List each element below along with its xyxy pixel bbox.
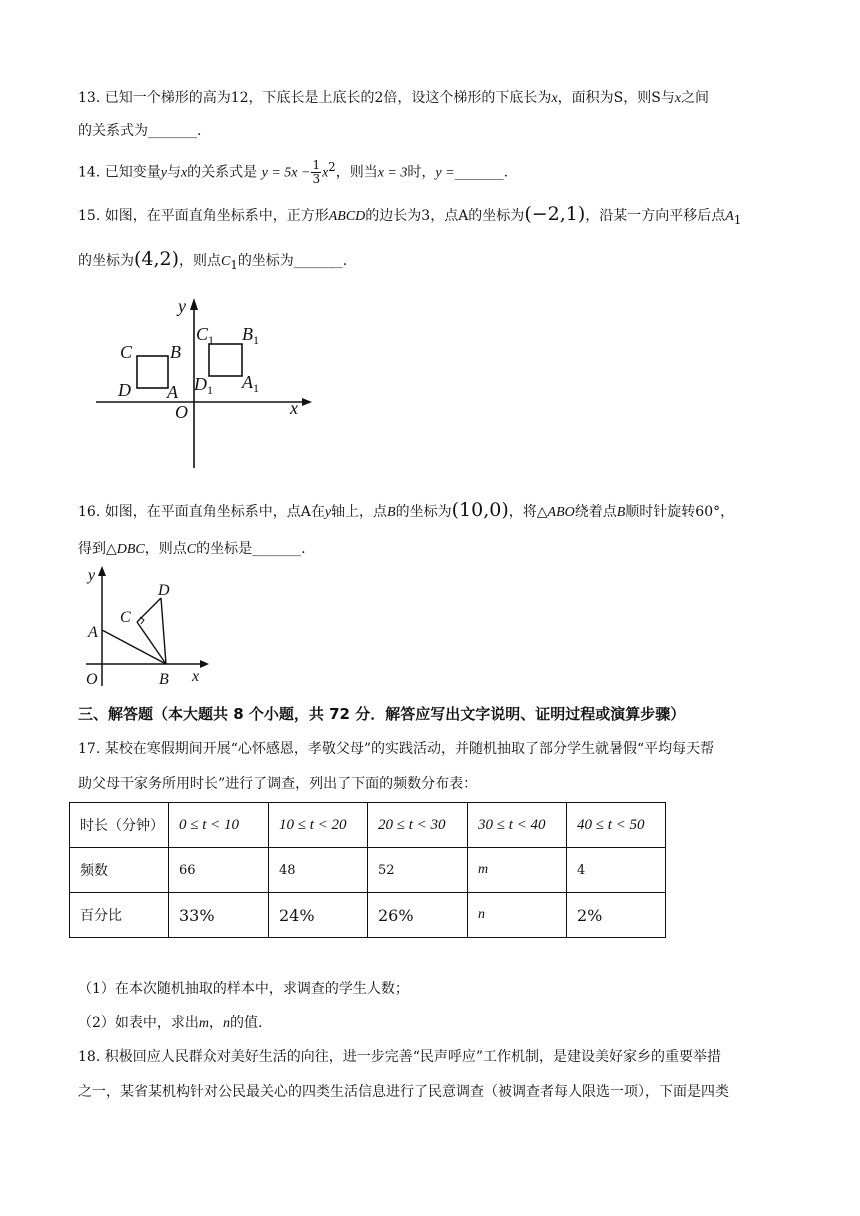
q14-text-d: ，则当 (335, 164, 378, 181)
table-cell: 2% (567, 893, 666, 938)
q14-text-e: 时， (407, 164, 436, 181)
table-cell: 4 (567, 848, 666, 893)
q16-text-e: 绕着点 (574, 504, 617, 520)
q15-line1 (78, 204, 741, 230)
q15-text-b: 的边长为3，点A的坐标为 (365, 208, 525, 224)
q17-sub2-text-a: （2）如表中，求出 (78, 1015, 199, 1031)
q15-a1: A (725, 209, 734, 224)
q15-text-c: ，沿某一方向平移后点 (585, 208, 726, 224)
q15-square-name: ABCD (328, 209, 366, 224)
q16-line2 (78, 539, 306, 560)
q14-blank: _______. (454, 164, 509, 181)
table-row (70, 848, 666, 893)
q14-exponent: 2 (328, 160, 336, 174)
table-cell: 33% (169, 893, 269, 938)
table-row-label: 频数 (70, 848, 169, 893)
segment-bc (137, 622, 166, 664)
q15-text-d: 的坐标为 (78, 253, 134, 269)
q17-sub2 (78, 1013, 263, 1034)
q17-sub2-text-c: 的值. (230, 1015, 263, 1031)
table-header-cell: 20 ≤ t < 30 (368, 803, 468, 848)
table-cell: 48 (269, 848, 368, 893)
label-x: x (192, 668, 200, 685)
table-row (70, 893, 666, 938)
q16-text-f: 顺时针旋转 (625, 504, 696, 520)
q15-a1-sub: 1 (733, 212, 742, 227)
q14-frac-num: 1 (312, 158, 321, 173)
square-a1b1c1d1 (209, 344, 242, 376)
q13-text-a: 13. 已知一个梯形的高为12，下底长是上底长的2倍，设这个梯形的下底长为 (78, 90, 552, 106)
q15-line2 (78, 249, 347, 275)
label-c: C (120, 609, 131, 626)
label-b: B (170, 342, 181, 362)
q14-text-b: 与 (166, 164, 181, 181)
q15-text-f: 的坐标为_______. (237, 253, 348, 269)
q16-text-h: 得到 (78, 541, 106, 557)
q17-sub1: （1）在本次随机抽取的样本中，求调查的学生人数； (78, 981, 409, 997)
table-header-cell: 40 ≤ t < 50 (567, 803, 666, 848)
x-axis-arrow-icon (302, 398, 312, 406)
q16-text-a: 16. 如图，在平面直角坐标系中，点A在 (78, 504, 325, 520)
q16-text-i: ，则点 (144, 541, 187, 557)
q18-line2: 之一，某省某机构针对公民最关心的四类生活信息进行了民意调查（被调查者每人限选一项），下面是四类 (78, 1084, 729, 1100)
q15-c1-sub: 1 (230, 257, 238, 272)
q16-point-b-coord: (10,0) (451, 499, 509, 521)
label-b: B (159, 671, 169, 688)
square-abcd (137, 356, 168, 388)
right-angle-mark (140, 617, 144, 624)
q14-fraction (311, 159, 321, 186)
q16-text-j: 的坐标是_______. (196, 541, 306, 557)
label-a1: $A_1$ (242, 372, 259, 395)
table-header-cell: 时长（分钟） (70, 803, 169, 848)
q16-point-b2: B (616, 505, 626, 520)
table-header-cell: 0 ≤ t < 10 (169, 803, 269, 848)
table-cell: m (468, 848, 567, 893)
y-axis-arrow-icon (190, 298, 198, 310)
q14-equation-tail: x (322, 165, 329, 181)
x-axis-arrow-icon (200, 660, 209, 668)
table-header-row (70, 803, 666, 848)
table-cell: 24% (269, 893, 368, 938)
q14-frac-den: 3 (312, 172, 321, 187)
table-header-cell: 10 ≤ t < 20 (269, 803, 368, 848)
q13-line1 (78, 88, 709, 109)
segment-bd (161, 598, 166, 664)
q15-text-a: 15. 如图，在平面直角坐标系中，正方形 (78, 208, 329, 224)
segment-ab (102, 630, 166, 664)
q16-text-d: ，将 (508, 504, 537, 520)
label-o: O (175, 402, 188, 422)
q16-text-b: 轴上，点 (331, 504, 388, 520)
label-x: x (290, 398, 298, 418)
label-d: D (118, 380, 131, 400)
q13-text-b: ，面积为S，则S与 (557, 90, 675, 106)
q13-line2: 的关系式为_______. (78, 123, 202, 139)
q14-y-equals: y = (435, 165, 455, 181)
q14-var-x: x (180, 165, 188, 181)
label-y: y (178, 296, 186, 316)
q17-line2: 助父母干家务所用时长”进行了调查，列出了下面的频数分布表： (78, 776, 478, 792)
table-cell: 66 (169, 848, 269, 893)
q16-point-c: C (186, 542, 197, 557)
q16-var-y: y (324, 505, 332, 520)
q16-text-g: ， (720, 504, 735, 520)
q14-condition: x = 3 (377, 165, 408, 181)
q18-line1: 18. 积极回应人民群众对美好生活的向往，进一步完善“民声呼应”工作机制，是建设美好家乡的重要举措 (78, 1049, 722, 1065)
q14-text-c: 的关系式是 (187, 164, 258, 181)
q16-triangle-dbc: △DBC (106, 542, 145, 557)
q16-figure (82, 562, 212, 690)
q16-point-b: B (387, 505, 396, 520)
q15-point-a1-coord: (4,2) (134, 248, 180, 270)
y-axis-arrow-icon (98, 566, 106, 576)
segment-cd (137, 598, 161, 622)
label-d1: $D_1$ (194, 374, 213, 397)
label-a: A (167, 382, 178, 402)
q16-line1 (78, 500, 734, 523)
table-cell: 52 (368, 848, 468, 893)
frequency-table (69, 802, 666, 938)
table-cell: n (468, 893, 567, 938)
q17-sub2-text-b: ， (209, 1015, 224, 1031)
q14-var-y: y (160, 165, 167, 181)
q13-text-c: 之间 (681, 90, 710, 106)
q17-var-m: m (198, 1016, 210, 1031)
q16-text-c: 的坐标为 (395, 504, 452, 520)
table-header-cell: 30 ≤ t < 40 (468, 803, 567, 848)
q15-text-e: ，则点 (179, 253, 222, 269)
section-heading: 三、解答题（本大题共 8 个小题，共 72 分．解答应写出文字说明、证明过程或演算步骤） (78, 705, 686, 723)
q15-point-a-coord: (−2,1) (524, 203, 586, 225)
q14-line (78, 157, 508, 186)
label-b1: $B_1$ (242, 324, 259, 347)
q14-text-a: 14. 已知变量 (78, 164, 161, 181)
q15-c1: C (221, 254, 231, 269)
label-c1: $C_1$ (196, 324, 215, 347)
q16-triangle-abo: △ABO (536, 505, 575, 520)
label-a: A (88, 624, 98, 641)
q16-degree: 60° (695, 504, 721, 520)
label-c: C (120, 342, 133, 362)
q17-line1: 17. 某校在寒假期间开展“心怀感恩，孝敬父母”的实践活动，并随机抽取了部分学生就暑假“平均每天帮 (78, 741, 715, 757)
q15-figure (90, 296, 320, 474)
q14-equation-lhs: y = 5x − (261, 165, 311, 181)
label-y: y (88, 567, 96, 584)
q13-var-x: x (551, 91, 558, 106)
label-o: O (86, 671, 98, 688)
label-d: D (158, 582, 170, 599)
table-row-label: 百分比 (70, 893, 169, 938)
q13-var-x2: x (674, 91, 682, 106)
table-cell: 26% (368, 893, 468, 938)
q17-var-n: n (223, 1016, 231, 1031)
